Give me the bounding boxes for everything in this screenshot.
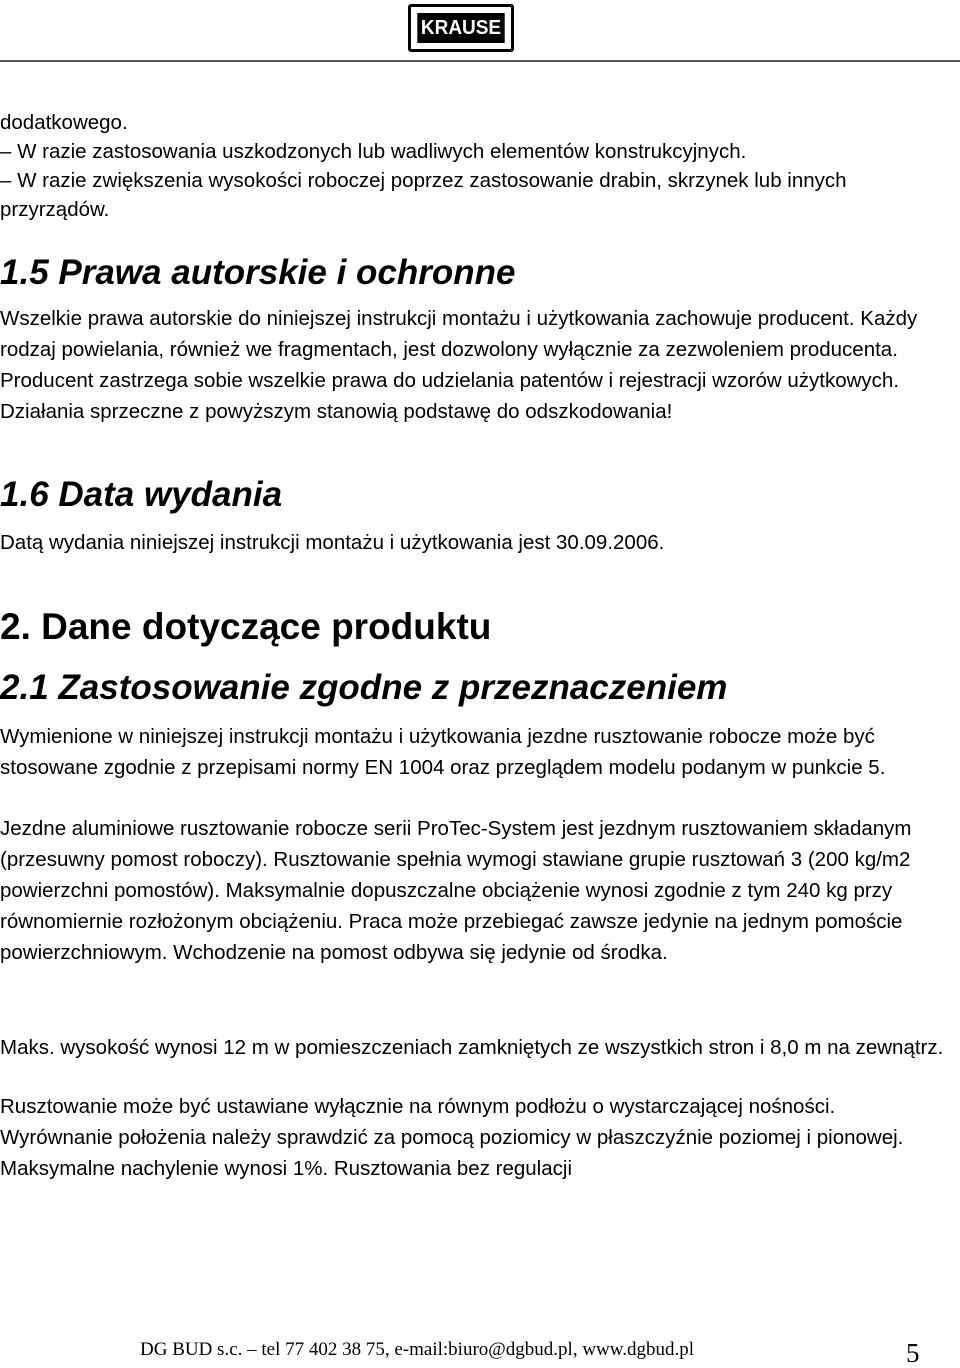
section-1-5-heading: 1.5 Prawa autorskie i ochronne [0,253,516,292]
document-body [0,108,948,1184]
logo-text: KRAUSE [417,13,504,43]
intro-line-2: – W razie zastosowania uszkodzonych lub wadliwych elementów konstrukcyjnych. [0,140,747,163]
page-number: 5 [906,1338,920,1368]
section-2-1-para-1: Wymienione w niniejszej instrukcji montażu i użytkowania jezdne rusztowanie robocze może być stosowane zgodnie z przepisami normy EN 1004 oraz przeglądem modelu podanym w punkcie 5. [0,725,886,779]
intro-line-3: – W razie zwiększenia wysokości roboczej poprzez zastosowanie drabin, skrzynek lub innych przyrządów. [0,169,847,221]
section-1-6-heading: 1.6 Data wydania [0,475,283,514]
section-2-heading: 2. Dane dotyczące produktu [0,606,492,647]
section-1-6-body: Datą wydania niniejszej instrukcji montażu i użytkowania jest 30.09.2006. [0,531,665,554]
header-divider [0,60,960,62]
section-2-1-para-2: Jezdne aluminiowe rusztowanie robocze serii ProTec-System jest jezdnym rusztowaniem składanym (przesuwny pomost roboczy). Rusztowanie spełnia wymogi stawiane grupie rusztowań 3 (200 kg/m2 powierzchni pomostów). Maksymalnie dopuszczalne obciążenie wynosi zgodnie z tym 240 kg przy równomiernie rozłożonym obciążeniu. Praca może przebiegać zawsze jedynie na jednym pomoście powierzchniowym. Wchodzenie na pomost odbywa się jedynie od środka. [0,817,912,964]
krause-logo [408,4,514,52]
intro-line-1: dodatkowego. [0,111,128,134]
section-1-5-body: Wszelkie prawa autorskie do niniejszej instrukcji montażu i użytkowania zachowuje producent. Każdy rodzaj powielania, również we fragmentach, jest dozwolony wyłącznie za zezwoleniem producenta. Producent zastrzega sobie wszelkie prawa do udzielania patentów i rejestracji wzorów użytkowych. Działania sprzeczne z powyższym stanowią podstawę do odszkodowania! [0,307,918,423]
page-footer: DG BUD s.c. – tel 77 402 38 75, e-mail:biuro@dgbud.pl, www.dgbud.pl [140,1339,695,1360]
section-2-1-para-4: Rusztowanie może być ustawiane wyłącznie na równym podłożu o wystarczającej nośności. Wyrównanie położenia należy sprawdzić za pomocą poziomicy w płaszczyźnie poziomej i pionowej. Maksymalne nachylenie wynosi 1%. Rusztowania bez regulacji [0,1095,904,1180]
section-2-1-para-3: Maks. wysokość wynosi 12 m w pomieszczeniach zamkniętych ze wszystkich stron i 8,0 m na zewnątrz. [0,1036,944,1059]
section-2-1-heading: 2.1 Zastosowanie zgodne z przeznaczeniem [0,668,728,707]
page-header [0,0,960,62]
